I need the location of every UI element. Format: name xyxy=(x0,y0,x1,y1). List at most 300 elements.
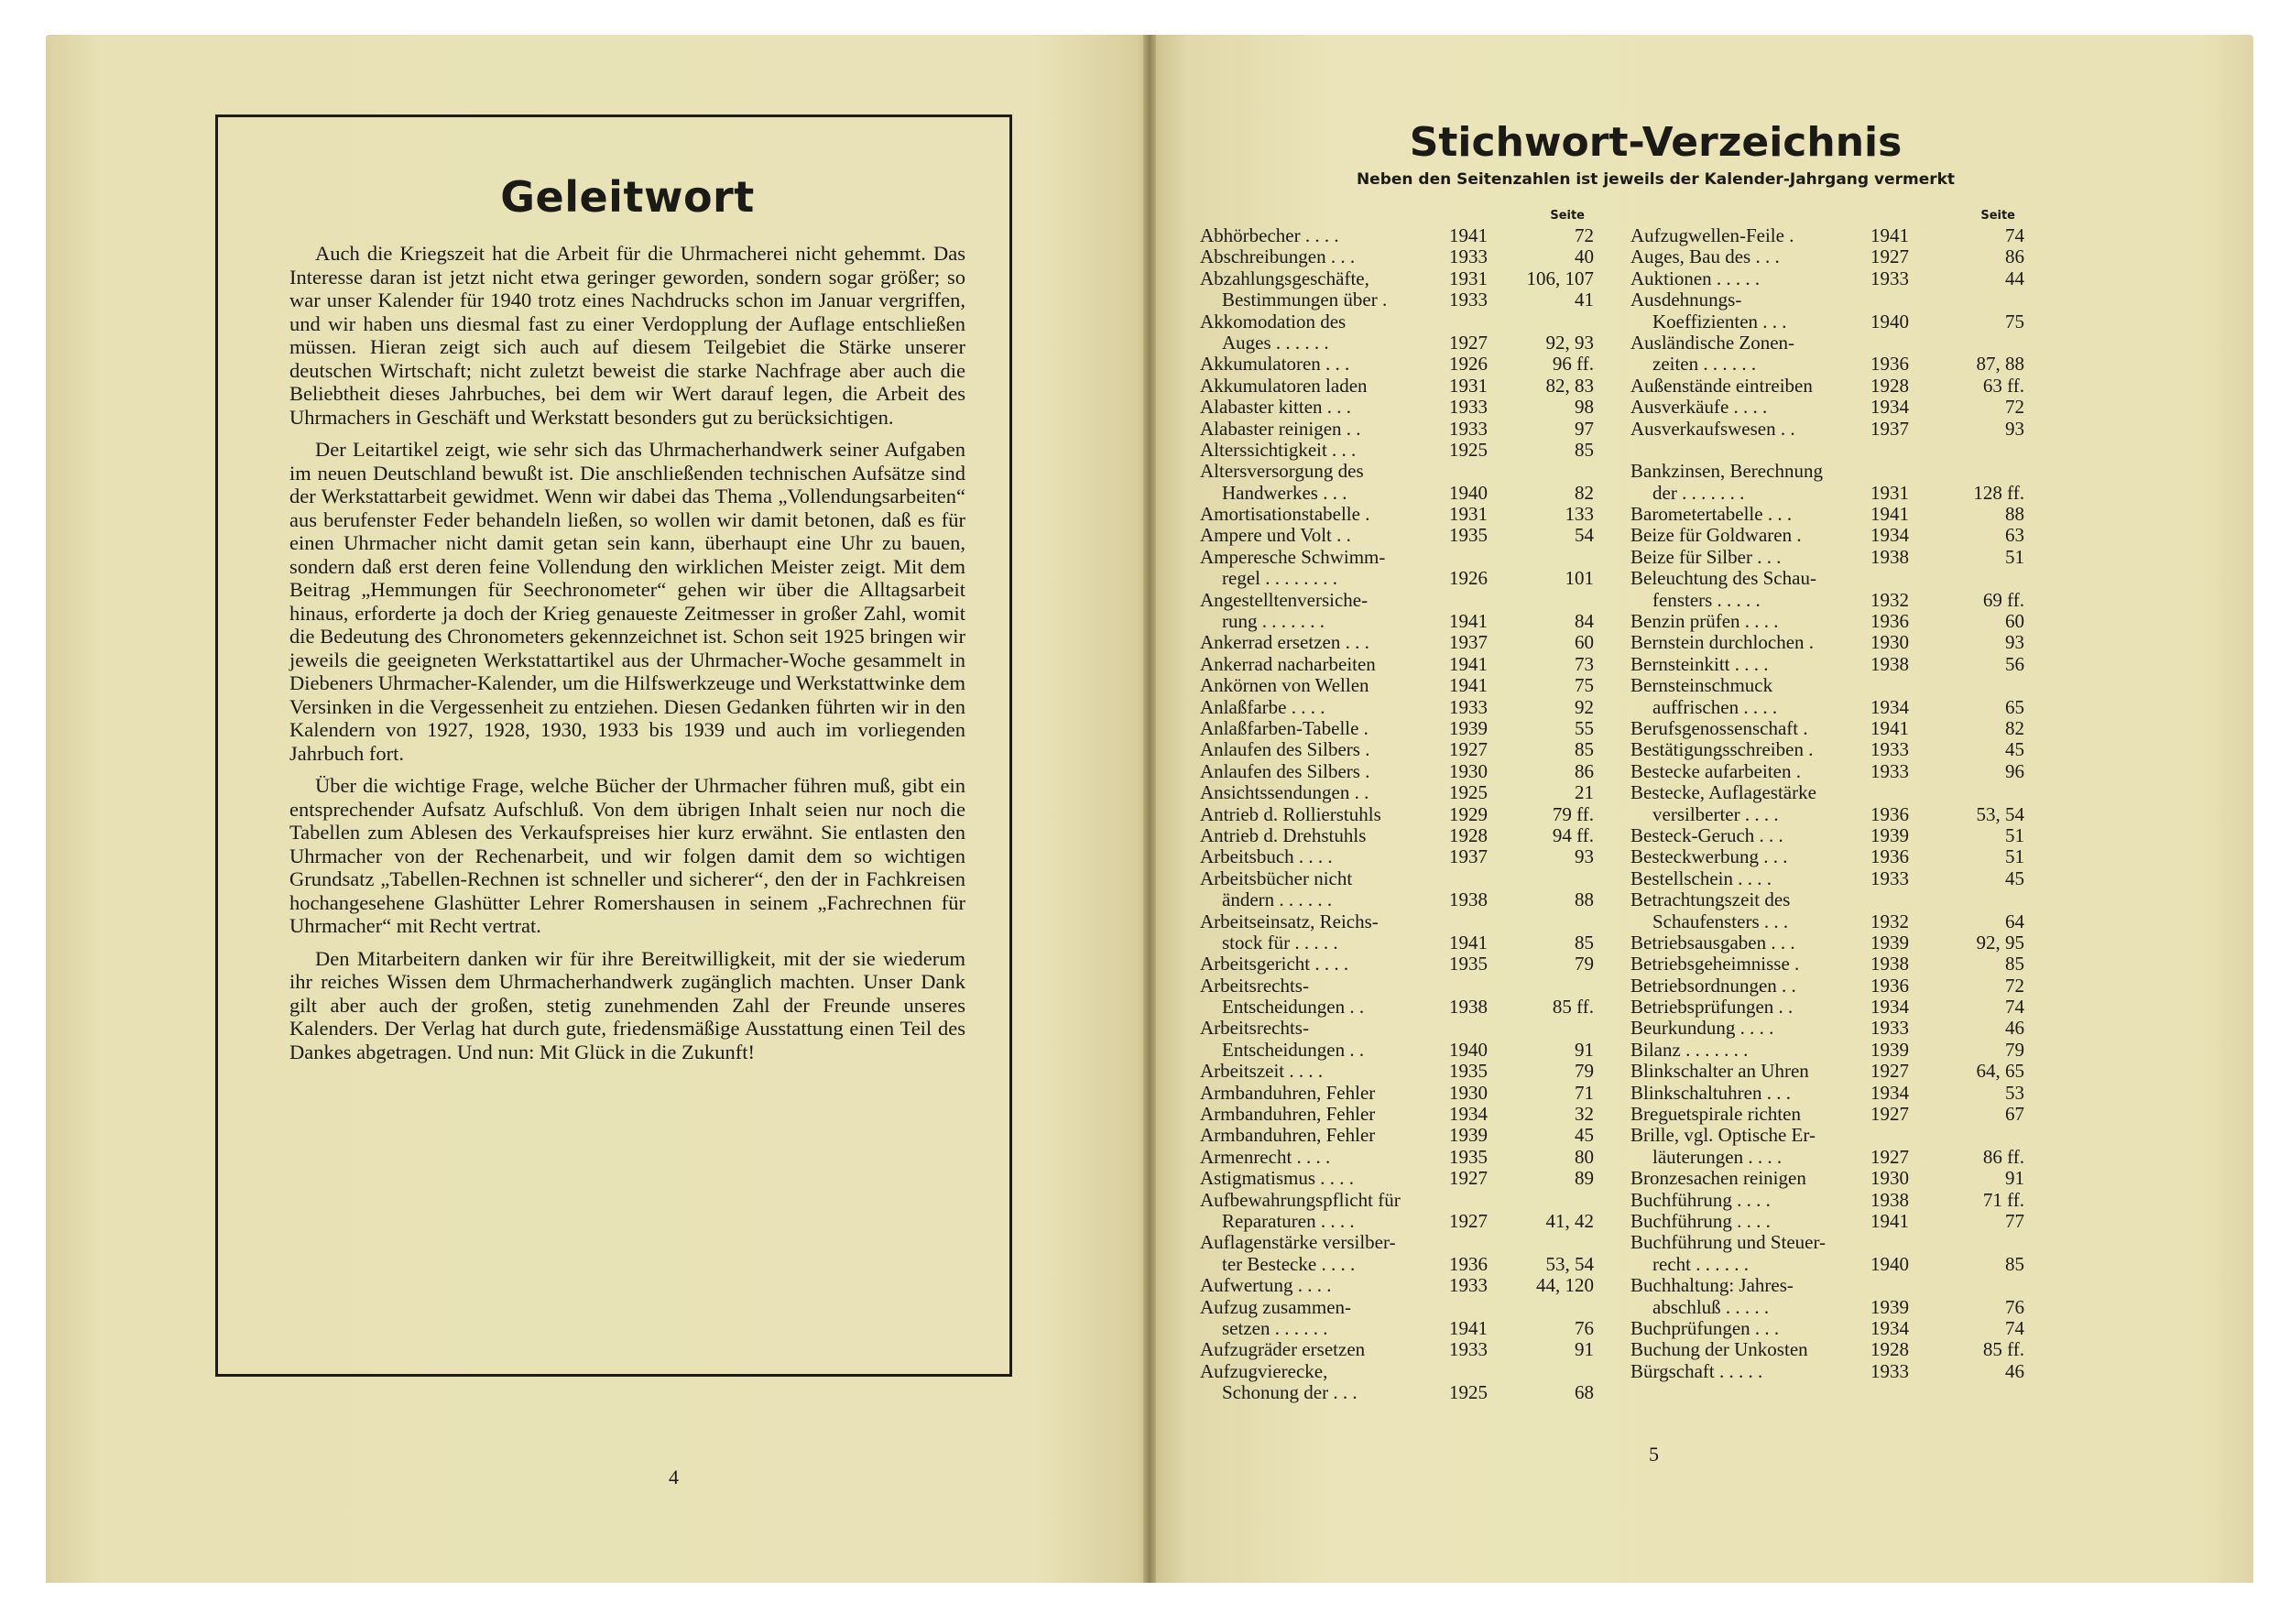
index-entry xyxy=(1200,632,1594,653)
index-year: 1941 xyxy=(1449,224,1488,246)
index-page: 46 xyxy=(2005,1017,2024,1040)
index-entry xyxy=(1630,1339,2024,1360)
index-term: Betrachtungszeit des xyxy=(1630,888,1791,911)
index-page: 72 xyxy=(2005,974,2024,997)
geleitwort-frame xyxy=(215,114,1012,1377)
index-term: ändern . . . . . . xyxy=(1222,888,1333,911)
index-entry xyxy=(1630,332,2024,354)
index-entry xyxy=(1630,1168,2024,1189)
index-entry xyxy=(1630,1147,2024,1168)
index-page: 94 ff. xyxy=(1552,823,1594,846)
index-entry xyxy=(1200,1040,1594,1061)
index-entry xyxy=(1630,590,2024,611)
index-term: Abschreibungen . . . xyxy=(1200,245,1356,268)
index-entry xyxy=(1630,1125,2024,1146)
index-term: Betriebsordnungen . . xyxy=(1630,974,1796,997)
index-entry xyxy=(1630,889,2024,910)
index-page: 60 xyxy=(1575,631,1594,654)
index-entry xyxy=(1200,397,1594,418)
index-entry xyxy=(1630,1018,2024,1039)
index-year: 1940 xyxy=(1449,481,1488,504)
index-term: Arbeitseinsatz, Reichs- xyxy=(1200,910,1379,932)
index-entry xyxy=(1630,1275,2024,1296)
index-entry xyxy=(1200,461,1594,482)
index-year: 1928 xyxy=(1870,1338,1909,1361)
index-gap xyxy=(1630,440,2024,461)
index-page: 53 xyxy=(2005,1081,2024,1104)
index-entry xyxy=(1200,246,1594,267)
geleitwort-paragraph-4: Den Mitarbeitern danken wir für ihre Bereitwilligkeit, mit der sie wiederum ihr reiches Wissen dem Uhrmacherhandwerk zugänglich machten. Unser Dank gilt aber auch der großen, stetig zunehmenden Zahl der Freunde unseres Kalenders. Der Verlag hat durch gute, friedensmäßige Ausstattung einen Teil des Dankes abgetragen. Und nun: Mit Glück in die Zukunft! xyxy=(289,946,965,1063)
index-entry xyxy=(1200,954,1594,975)
index-term: versilberter . . . . xyxy=(1652,802,1779,825)
index-page: 82, 83 xyxy=(1545,374,1594,397)
index-term: Akkumulatoren laden xyxy=(1200,374,1368,397)
index-term: Aufzug zusammen- xyxy=(1200,1295,1352,1318)
index-page: 44, 120 xyxy=(1536,1274,1594,1297)
index-page: 85 xyxy=(1575,931,1594,954)
index-page: 51 xyxy=(2005,845,2024,868)
index-year: 1925 xyxy=(1449,781,1488,804)
geleitwort-paragraph-3: Über die wichtige Frage, welche Bücher der Uhrmacher führen muß, gibt ein entsprechender Aufsatz Aufschluß. Von dem übrigen Inhalt seien nur noch die Tabellen zum Ablesen des Verkaufspreises hier kurz erwähnt. Sie entlasten den Uhrmacher von der Rechenarbeit, und wir folgen damit dem so wichtigen Grundsatz „Tabellen-Rechnen ist schneller und sicherer“, den der in Fachkreisen hochangesehene Glashütter Lehrer Romershausen in seinem „Fachrechnen für Uhrmacher“ mit Recht vertrat. xyxy=(289,774,965,937)
index-year: 1934 xyxy=(1870,1081,1909,1104)
index-page: 74 xyxy=(2005,224,2024,246)
index-page: 85 xyxy=(2005,1252,2024,1275)
index-entry xyxy=(1630,354,2024,375)
index-term: Blinkschaltuhren . . . xyxy=(1630,1081,1791,1104)
index-entry xyxy=(1630,419,2024,440)
index-entry xyxy=(1200,1083,1594,1104)
index-term: Berufsgenossenschaft . xyxy=(1630,716,1808,739)
index-year: 1936 xyxy=(1449,1252,1488,1275)
index-entry xyxy=(1200,1339,1594,1360)
index-term: Antrieb d. Rollierstuhls xyxy=(1200,802,1381,825)
index-entry xyxy=(1200,1361,1594,1382)
book-spine xyxy=(1143,35,1156,1583)
index-entry xyxy=(1200,419,1594,440)
index-year: 1927 xyxy=(1870,1103,1909,1126)
index-term: Buchführung . . . . xyxy=(1630,1209,1771,1232)
index-term: Bestimmungen über . xyxy=(1222,289,1388,311)
index-year: 1931 xyxy=(1449,267,1488,289)
index-page: 79 xyxy=(2005,1038,2024,1061)
seite-label: Seite xyxy=(1550,209,1585,223)
index-subtitle: Neben den Seitenzahlen ist jeweils der Kalender-Jahrgang vermerkt xyxy=(1356,170,1956,189)
index-entry xyxy=(1630,268,2024,289)
index-entry xyxy=(1630,761,2024,782)
index-term: Buchprüfungen . . . xyxy=(1630,1316,1780,1339)
index-page: 91 xyxy=(1575,1338,1594,1361)
right-page-number: 5 xyxy=(1649,1443,1659,1466)
index-page: 101 xyxy=(1565,567,1594,590)
index-term: Arbeitszeit . . . . xyxy=(1200,1060,1324,1083)
index-entry xyxy=(1630,568,2024,589)
index-entry xyxy=(1630,1061,2024,1082)
index-year: 1934 xyxy=(1870,1316,1909,1339)
index-year: 1933 xyxy=(1870,1017,1909,1040)
index-page: 51 xyxy=(2005,545,2024,568)
index-term: Beleuchtung des Schau- xyxy=(1630,567,1816,590)
index-term: Auges . . . . . . xyxy=(1222,331,1329,354)
index-term: Koeffizienten . . . xyxy=(1652,310,1787,332)
index-entry xyxy=(1630,1104,2024,1125)
index-term: Ausverkäufe . . . . xyxy=(1630,396,1768,419)
index-term: Breguetspirale richten xyxy=(1630,1103,1802,1126)
index-year: 1932 xyxy=(1870,588,1909,611)
index-page: 68 xyxy=(1575,1381,1594,1404)
index-entry xyxy=(1630,975,2024,997)
index-entry xyxy=(1630,697,2024,718)
index-entry xyxy=(1630,1211,2024,1232)
index-year: 1941 xyxy=(1449,674,1488,697)
index-term: stock für . . . . . xyxy=(1222,931,1338,954)
index-entry xyxy=(1630,911,2024,932)
index-page: 53, 54 xyxy=(1976,802,2024,825)
index-page: 55 xyxy=(1575,716,1594,739)
index-term: zeiten . . . . . . xyxy=(1652,353,1757,376)
index-page: 133 xyxy=(1565,503,1594,526)
index-term: Abhörbecher . . . . xyxy=(1200,224,1339,246)
index-year: 1935 xyxy=(1449,953,1488,975)
index-page: 92, 95 xyxy=(1976,931,2024,954)
index-year: 1940 xyxy=(1870,1252,1909,1275)
index-year: 1933 xyxy=(1449,1274,1488,1297)
index-term: Armbanduhren, Fehler xyxy=(1200,1103,1376,1126)
index-entry xyxy=(1200,675,1594,696)
index-term: Astigmatismus . . . . xyxy=(1200,1167,1355,1190)
index-term: Handwerkes . . . xyxy=(1222,481,1347,504)
index-page: 98 xyxy=(1575,396,1594,419)
index-term: fensters . . . . . xyxy=(1652,588,1761,611)
index-year: 1927 xyxy=(1870,1060,1909,1083)
index-year: 1937 xyxy=(1449,631,1488,654)
index-term: läuterungen . . . . xyxy=(1652,1145,1783,1168)
seite-label: Seite xyxy=(1980,209,2015,223)
index-page: 76 xyxy=(2005,1295,2024,1318)
index-entry xyxy=(1200,846,1594,867)
geleitwort-title: Geleitwort xyxy=(500,172,755,222)
index-term: Altersversorgung des xyxy=(1200,460,1364,483)
index-term: Bernsteinschmuck xyxy=(1630,674,1773,697)
index-year: 1933 xyxy=(1449,695,1488,718)
index-entry xyxy=(1630,1190,2024,1211)
index-entry xyxy=(1630,718,2024,739)
index-year: 1937 xyxy=(1870,417,1909,440)
index-page: 79 ff. xyxy=(1552,802,1594,825)
index-year: 1938 xyxy=(1449,996,1488,1019)
index-entry xyxy=(1200,1211,1594,1232)
index-year: 1933 xyxy=(1449,289,1488,311)
index-year: 1941 xyxy=(1870,1209,1909,1232)
index-page: 85 xyxy=(1575,438,1594,461)
index-entry xyxy=(1200,268,1594,289)
index-term: Betriebsgeheimnisse . xyxy=(1630,953,1800,975)
index-year: 1935 xyxy=(1449,1060,1488,1083)
index-term: Barometertabelle . . . xyxy=(1630,503,1793,526)
index-title: Stichwort-Verzeichnis xyxy=(1409,119,1903,166)
index-entry xyxy=(1200,590,1594,611)
index-year: 1936 xyxy=(1870,610,1909,633)
index-term: Ausländische Zonen- xyxy=(1630,331,1795,354)
index-term: setzen . . . . . . xyxy=(1222,1316,1328,1339)
index-entry xyxy=(1200,376,1594,397)
index-entry xyxy=(1630,846,2024,867)
index-page: 85 ff. xyxy=(1982,1338,2024,1361)
index-entry xyxy=(1200,1275,1594,1296)
index-entry xyxy=(1200,1168,1594,1189)
index-year: 1930 xyxy=(1870,631,1909,654)
index-term: Ausverkaufswesen . . xyxy=(1630,417,1795,440)
index-year: 1927 xyxy=(1870,245,1909,268)
index-term: Auflagenstärke versilber- xyxy=(1200,1231,1396,1254)
index-page: 46 xyxy=(2005,1359,2024,1382)
index-page: 85 xyxy=(1575,738,1594,761)
index-entry xyxy=(1200,932,1594,954)
index-page: 93 xyxy=(2005,631,2024,654)
index-year: 1934 xyxy=(1870,524,1909,547)
index-term: Auktionen . . . . . xyxy=(1630,267,1761,289)
index-year: 1926 xyxy=(1449,567,1488,590)
index-year: 1931 xyxy=(1449,503,1488,526)
geleitwort-paragraph-2: Der Leitartikel zeigt, wie sehr sich das Uhrmacherhandwerk seiner Aufgaben im neuen Deutschland bewußt ist. Die anschließenden technischen Aufsätze sind der Werkstattarbeit gewidmet. Wenn wir dabei das Thema „Vollendungsarbeiten“ aus berufenster Feder behandeln ließen, so wollen wir damit betonen, daß es für einen Uhrmacher nicht damit getan sein kann, überhaupt eine Uhr zu bauen, sondern daß erst deren feine Vollendung den wirklichen Meister zeigt. Mit dem Beitrag „Hemmungen für Seechronometer“ gehen wir über die Alltagsarbeit hinaus, erforderte ja doch der Krieg genaueste Zeitmesser in großer Zahl, womit die Bedeutung des Chronometers gekennzeichnet ist. Schon seit 1925 bringen wir jeweils die geeigneten Werkstattartikel aus der Uhrmacher-Woche gesammelt in Diebeners Uhrmacher-Kalender, um die Hilfswerkzeuge und Werkstattwinke dem Versinken in die Vergessenheit zu entziehen. Diesen Gedanken führten wir in den Kalendern von 1927, 1928, 1930, 1933 bis 1939 und auch im vorliegenden Jahrbuch fort. xyxy=(289,438,965,765)
index-year: 1929 xyxy=(1449,802,1488,825)
index-entry xyxy=(1630,1232,2024,1253)
index-page: 85 xyxy=(2005,953,2024,975)
index-entry xyxy=(1630,997,2024,1018)
index-entry xyxy=(1630,311,2024,332)
index-page: 40 xyxy=(1575,245,1594,268)
index-year: 1933 xyxy=(1870,738,1909,761)
index-entry xyxy=(1200,547,1594,568)
index-page: 91 xyxy=(1575,1038,1594,1061)
index-entry xyxy=(1630,739,2024,760)
index-term: Ankerrad ersetzen . . . xyxy=(1200,631,1369,654)
index-term: Ankörnen von Wellen xyxy=(1200,674,1369,697)
index-year: 1927 xyxy=(1870,1145,1909,1168)
index-year: 1937 xyxy=(1449,845,1488,868)
geleitwort-paragraph-1: Auch die Kriegszeit hat die Arbeit für die Uhrmacherei nicht gehemmt. Das Interesse daran ist jetzt nicht etwa geringer geworden, sondern sogar größer; so war unser Kalender für 1940 trotz eines Nachdrucks schon im Januar vergriffen, und wir haben uns diesmal fast zu einer Verdopplung der Auflage entschließen müssen. Hieran zeigt sich auch auf diesem Teilgebiet die Stärke unserer deutschen Wirtschaft; nicht zuletzt beweist die starke Nachfrage aber auch die Beliebtheit dieses Jahrbuches, bei dem wir Wert darauf legen, die Arbeit des Uhrmachers in Geschäft und Werkstatt besonders gut zu berücksichtigen. xyxy=(289,242,965,429)
index-page: 86 xyxy=(2005,245,2024,268)
index-entry xyxy=(1630,1040,2024,1061)
index-entry xyxy=(1200,697,1594,718)
index-term: regel . . . . . . . . xyxy=(1222,567,1337,590)
index-term: Besteckwerbung . . . xyxy=(1630,845,1788,868)
index-entry xyxy=(1200,782,1594,803)
index-entry xyxy=(1630,868,2024,889)
index-page: 67 xyxy=(2005,1103,2024,1126)
index-page: 45 xyxy=(2005,738,2024,761)
index-term: Bestätigungsschreiben . xyxy=(1630,738,1814,761)
index-page: 54 xyxy=(1575,524,1594,547)
index-page: 85 ff. xyxy=(1552,996,1594,1019)
index-page: 93 xyxy=(2005,417,2024,440)
index-page: 82 xyxy=(2005,716,2024,739)
index-entry xyxy=(1630,611,2024,632)
index-term: Brille, vgl. Optische Er- xyxy=(1630,1124,1816,1147)
index-year: 1941 xyxy=(1870,224,1909,246)
index-term: Anlaufen des Silbers . xyxy=(1200,759,1370,782)
index-year: 1941 xyxy=(1449,931,1488,954)
index-year: 1933 xyxy=(1870,1359,1909,1382)
index-term: Bernstein durchlochen . xyxy=(1630,631,1815,654)
index-term: Ankerrad nacharbeiten xyxy=(1200,652,1376,675)
index-entry xyxy=(1200,311,1594,332)
index-term: Akkomodation des xyxy=(1200,310,1347,332)
index-page: 79 xyxy=(1575,953,1594,975)
index-term: Arbeitsrechts- xyxy=(1200,974,1309,997)
index-entry xyxy=(1200,1125,1594,1146)
index-year: 1938 xyxy=(1870,953,1909,975)
index-entry xyxy=(1200,525,1594,546)
index-term: Aufbewahrungspflicht für xyxy=(1200,1188,1401,1211)
index-year: 1933 xyxy=(1870,759,1909,782)
index-entry xyxy=(1630,547,2024,568)
index-term: Bestecke aufarbeiten . xyxy=(1630,759,1801,782)
index-term: Arbeitsgericht . . . . xyxy=(1200,953,1349,975)
index-page: 74 xyxy=(2005,996,2024,1019)
index-term: Außenstände eintreiben xyxy=(1630,374,1813,397)
index-entry xyxy=(1630,1361,2024,1382)
index-year: 1927 xyxy=(1449,1167,1488,1190)
index-entry xyxy=(1200,504,1594,525)
index-entry xyxy=(1630,654,2024,675)
index-year: 1939 xyxy=(1870,931,1909,954)
index-page: 75 xyxy=(2005,310,2024,332)
index-entry xyxy=(1200,868,1594,889)
index-page: 21 xyxy=(1575,781,1594,804)
index-term: abschluß . . . . . xyxy=(1652,1295,1770,1318)
index-year: 1927 xyxy=(1449,738,1488,761)
index-entry xyxy=(1200,1254,1594,1275)
index-entry xyxy=(1200,440,1594,461)
index-entry xyxy=(1200,911,1594,932)
index-page: 64 xyxy=(2005,910,2024,932)
index-page: 80 xyxy=(1575,1145,1594,1168)
index-entry xyxy=(1630,675,2024,696)
index-year: 1925 xyxy=(1449,438,1488,461)
index-entry xyxy=(1200,1147,1594,1168)
index-term: Entscheidungen . . xyxy=(1222,1038,1365,1061)
index-term: Armenrecht . . . . xyxy=(1200,1145,1331,1168)
index-term: Bestellschein . . . . xyxy=(1630,866,1772,889)
index-entry xyxy=(1200,804,1594,825)
index-year: 1927 xyxy=(1449,331,1488,354)
index-term: Alabaster kitten . . . xyxy=(1200,396,1352,419)
index-page: 64, 65 xyxy=(1976,1060,2024,1083)
index-entry xyxy=(1200,483,1594,504)
index-page: 106, 107 xyxy=(1526,267,1594,289)
index-entry xyxy=(1630,1254,2024,1275)
index-page: 86 xyxy=(1575,759,1594,782)
index-page: 88 xyxy=(2005,503,2024,526)
index-year: 1941 xyxy=(1870,716,1909,739)
index-year: 1940 xyxy=(1449,1038,1488,1061)
index-year: 1933 xyxy=(1449,245,1488,268)
index-year: 1936 xyxy=(1870,353,1909,376)
index-entry xyxy=(1200,1061,1594,1082)
index-year: 1939 xyxy=(1870,823,1909,846)
index-term: Anlaufen des Silbers . xyxy=(1200,738,1370,761)
index-page: 96 ff. xyxy=(1552,353,1594,376)
index-term: Amortisationstabelle . xyxy=(1200,503,1370,526)
index-page: 79 xyxy=(1575,1060,1594,1083)
index-entry xyxy=(1630,804,2024,825)
left-page-number: 4 xyxy=(669,1466,679,1488)
index-page: 65 xyxy=(2005,695,2024,718)
index-entry xyxy=(1630,397,2024,418)
index-year: 1938 xyxy=(1870,1188,1909,1211)
index-entry xyxy=(1200,654,1594,675)
index-term: Angestelltenversiche- xyxy=(1200,588,1369,611)
index-year: 1941 xyxy=(1870,503,1909,526)
index-year: 1935 xyxy=(1449,524,1488,547)
index-year: 1941 xyxy=(1449,610,1488,633)
index-entry xyxy=(1630,1297,2024,1318)
index-page: 92 xyxy=(1575,695,1594,718)
index-entry xyxy=(1630,1318,2024,1339)
index-term: Aufwertung . . . . xyxy=(1200,1274,1332,1297)
index-term: Blinkschalter an Uhren xyxy=(1630,1060,1809,1083)
index-page: 128 ff. xyxy=(1973,481,2024,504)
index-year: 1930 xyxy=(1449,759,1488,782)
index-entry xyxy=(1630,225,2024,246)
index-term: Alterssichtigkeit . . . xyxy=(1200,438,1357,461)
index-year: 1939 xyxy=(1870,1295,1909,1318)
index-term: auffrischen . . . . xyxy=(1652,695,1778,718)
index-page: 73 xyxy=(1575,652,1594,675)
index-entry xyxy=(1200,225,1594,246)
index-year: 1936 xyxy=(1870,802,1909,825)
index-entry xyxy=(1200,568,1594,589)
index-year: 1941 xyxy=(1449,652,1488,675)
index-term: Schonung der . . . xyxy=(1222,1381,1358,1404)
index-page: 44 xyxy=(2005,267,2024,289)
index-page: 71 xyxy=(1575,1081,1594,1104)
index-entry xyxy=(1200,718,1594,739)
index-page: 86 ff. xyxy=(1982,1145,2024,1168)
index-entry xyxy=(1200,332,1594,354)
index-term: Buchführung . . . . xyxy=(1630,1188,1771,1211)
index-entry xyxy=(1630,504,2024,525)
index-entry xyxy=(1630,289,2024,311)
index-year: 1930 xyxy=(1870,1167,1909,1190)
index-entry xyxy=(1630,932,2024,954)
index-term: Bilanz . . . . . . . xyxy=(1630,1038,1749,1061)
index-entry xyxy=(1200,975,1594,997)
index-term: Ansichtssendungen . . xyxy=(1200,781,1369,804)
index-entry xyxy=(1200,1104,1594,1125)
index-term: Auges, Bau des . . . xyxy=(1630,245,1780,268)
index-entry xyxy=(1200,1382,1594,1403)
index-entry xyxy=(1630,632,2024,653)
index-entry xyxy=(1200,1318,1594,1339)
index-year: 1940 xyxy=(1870,310,1909,332)
index-page: 92, 93 xyxy=(1545,331,1594,354)
index-term: Beize für Silber . . . xyxy=(1630,545,1782,568)
index-term: Bronzesachen reinigen xyxy=(1630,1167,1806,1190)
index-entry xyxy=(1200,1232,1594,1253)
index-year: 1938 xyxy=(1449,888,1488,911)
index-page: 96 xyxy=(2005,759,2024,782)
index-page: 84 xyxy=(1575,610,1594,633)
index-entry xyxy=(1630,483,2024,504)
index-entry xyxy=(1200,825,1594,846)
index-entry xyxy=(1630,376,2024,397)
index-entries-1 xyxy=(1200,225,1594,1403)
index-term: Antrieb d. Drehstuhls xyxy=(1200,823,1367,846)
index-entry xyxy=(1200,611,1594,632)
index-year: 1936 xyxy=(1870,845,1909,868)
index-year: 1933 xyxy=(1449,417,1488,440)
